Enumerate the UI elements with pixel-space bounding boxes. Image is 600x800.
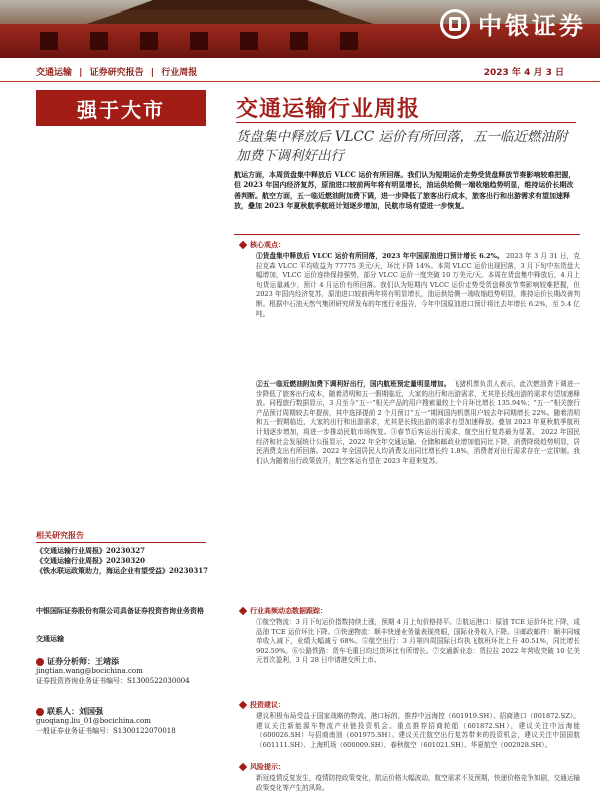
diamond-bullet-icon	[239, 241, 247, 249]
related-report-item[interactable]: 《交通运输行业周报》20230327	[36, 546, 145, 555]
tracking-body: ①航空物流：3 月下旬运价指数持续上涨，预期 4 月上旬价格持平。②航运港口：原油 TCE 运价环比下降，成品油 TCE 运价环比下降。③快递物流：顺丰快递业务量表现亮眼，国际业务收入下降。④邮政邮件：顺丰同城单收入减下，业绩大幅减亏 68%。⑤航空出行：3 月第四周国际日均执飞航班环比上升 40.51%，同比增长 902.59%。⑥公路铁路：货车毛重日均过货环比有所增长。⑦交通新业态：货拉拉 2022 年营收突破 10 亿美元首次盈利，3 月 28 日申请港交所上市。	[256, 618, 580, 665]
crumb-sep: |	[79, 68, 83, 78]
abstract-divider	[234, 234, 580, 235]
analyst-2-email[interactable]: guoqiang.liu_01@bocichina.com	[36, 717, 151, 725]
related-reports-heading: 相关研究报告	[36, 531, 84, 540]
related-divider	[36, 542, 206, 543]
related-report-item[interactable]: 《铁水联运政策助力，海运企业有望受益》20230317	[36, 566, 208, 575]
core-point-2	[256, 380, 580, 602]
tracking-heading: 行业高频动态数据跟踪：	[240, 606, 327, 616]
analyst-2	[36, 706, 216, 736]
related-report-item[interactable]: 《交通运输行业周报》20230320	[36, 556, 145, 565]
core-point-1-body: 2023 年 3 月 31 日，克拉克森 VLCC 平均收益为 77775 美元/天，环比下降 14%。本周 VLCC 运价出现回落，3 月下旬中东货盘大幅增加，VLCC 运价连续保持强势，部分 VLCC 运价一度突破 10 万美元/天。本周在货盘集中释放后，4 月上旬货运量减少，预计 4 月运价有所回落。我们认为短期内 VLCC 运价走势受货盘释放节奏影响较难把握，但 2023 年国内经济复苏，原油进口较前两年将有明显增长，油运供给侧一端收缩趋势明显，维持运价长期改善判断。根据中石油天然气集团研究所发布的年度行业报告，今年中国原油进口预计将比去年增长 6.2%，至 5.4 亿吨。	[256, 252, 580, 318]
analyst-1-name: 证券分析师：王靖添	[47, 656, 119, 666]
core-point-3-body: 2022 年国民经济和社会发展统计公报显示，2022 年全年交通运输、仓储和邮政业增加值同比下降，消费降级趋势明显，居民消费支出有所回落。2022 年全国居民人均消费支出同比增长约 1.8%，消费者对出行需求存在一定抑制。我们认为随着出行政策放开，航空客运有望在 2023 年迎来复苏。	[256, 427, 580, 465]
analyst-2-cert: 一般证券业务证书编号：S1300122070018	[36, 727, 176, 735]
license-disclaimer: 中银国际证券股份有限公司具备证券投资咨询业务资格	[36, 606, 204, 615]
bank-logo-icon	[440, 9, 470, 39]
analyst-1	[36, 656, 216, 686]
abstract-paragraph: 航运方面，本周货盘集中释放后 VLCC 运价有所回落。我们认为短期运价走势受货盘释放节奏影响较难把握，但 2023 年国内经济复苏，原油进口较前两年将有明显增长，油运供给侧一端收缩趋势明显，维持运价长期改善判断。航空方面，五一临近燃油附加费下调，进一步降低了旅客出行成本，旅客出行和出游需求有望加速释放，叠加 2023 年夏秋航季航班计划逐步增加，民航市场有望进一步恢复。	[234, 170, 576, 210]
risk-body: 新冠疫情反复发生，疫情防控政策变化，航运价格大幅波动，航空需求不及预期，快递价格竞争加剧，交通运输政策变化等产生的风险。	[256, 774, 580, 792]
risk-heading: 风险提示：	[240, 762, 285, 772]
related-reports-list	[36, 546, 216, 576]
invest-body: 建议积极布局受益于国家战略的物流、港口标的，推荐中远海控（601919.SH）、招商港口（001872.SZ）。建议关注新能源车物流产业链投资机会。重点推荐招商轮船（601872.SH），建议关注中远海能（600026.SH）与招商南油（601975.SH）。建议关注航空出行复苏带来的投资机会，建议关注中国国航（601111.SH）、上海机场（600009.SH）、春秋航空（601021.SH）、华夏航空（002928.SH）。	[256, 712, 580, 749]
core-point-2-body: 飞猪机票负责人表示，此次燃油费下调进一步降低了旅客出行成本，随着清明和五一假期临近，大家的出行和出游需求，尤其是长线出游的需求有望加速释放。同程旅行数据显示，3 月至今“五一”相关产品的用户搜索量较上个月环比增长 135.94%；“五一”相关旅行产品预订周期较去年提前，其中选择提前 2 个月预订“五一”期间国内机票用户较去年同期增长 22%。随着清明和五一假期临近，大家的出行和出游需求，尤其是长线出游的需求有望加速释放。叠加 2023 年夏秋航季航班计划逐步增加，将进一步推动民航市场恢复。③春节后客运出行需求，航空出行复苏最为显著。	[256, 380, 580, 436]
diamond-bullet-icon	[239, 763, 247, 771]
analyst-1-email[interactable]: jingtian.wang@bocichina.com	[36, 667, 143, 675]
rating-tag: 强于大市	[36, 90, 206, 126]
brand-logo	[440, 6, 586, 41]
cover-banner	[0, 0, 600, 58]
header-strip	[0, 60, 600, 82]
report-title: 交通运输行业周报	[236, 97, 421, 122]
title-divider	[236, 122, 576, 123]
sector-label: 交通运输	[36, 634, 64, 643]
diamond-bullet-icon	[239, 607, 247, 615]
invest-heading: 投资建议：	[240, 700, 285, 710]
diamond-bullet-icon	[239, 701, 247, 709]
analyst-1-cert: 证券投资咨询业务证书编号：S1300522030004	[36, 677, 190, 685]
person-icon	[36, 658, 44, 666]
report-subtitle: 货盘集中释放后 VLCC 运价有所回落，五一临近燃油附加费下调利好出行	[236, 129, 568, 164]
breadcrumb	[36, 65, 201, 78]
analyst-2-name: 联系人：刘国强	[47, 706, 103, 716]
person-icon	[36, 708, 44, 716]
report-date: 2023 年 4 月 3 日	[483, 68, 564, 78]
core-point-1	[256, 252, 580, 378]
crumb-sector: 交通运输	[36, 68, 73, 78]
crumb-sub: 行业周报	[161, 68, 198, 78]
core-heading: 核心观点：	[240, 240, 285, 250]
crumb-sep: |	[150, 68, 155, 78]
brand-name: 中银证券	[478, 12, 586, 40]
crumb-type: 证券研究报告	[89, 68, 144, 78]
core-point-1-title: ①货盘集中释放后 VLCC 运价有所回落，2023 年中国原油进口预计增长 6.2%。	[256, 252, 504, 260]
core-point-2-title: ②五一临近燃油附加费下调利好出行，国内航班预定量明显增加。	[256, 380, 451, 388]
